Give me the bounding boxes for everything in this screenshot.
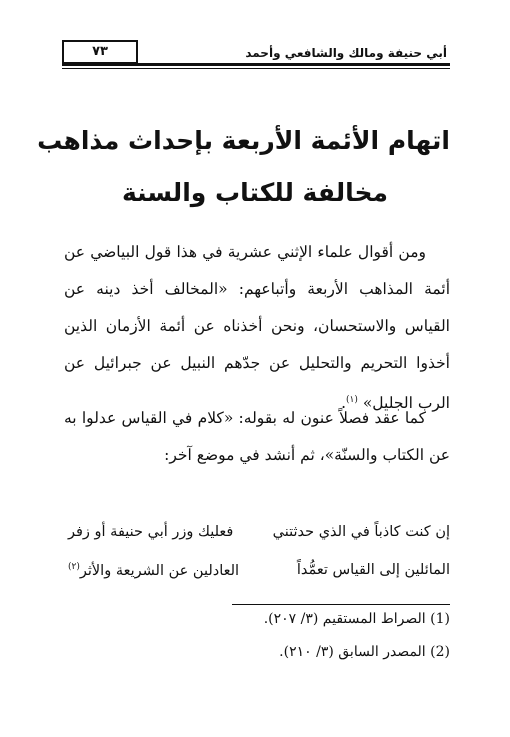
footnote-1: (1) الصراط المستقيم (٣/ ٢٠٧).	[263, 611, 450, 627]
page-number: ٧٣	[92, 44, 108, 59]
page-number-box	[62, 40, 138, 64]
poem-verse-2	[64, 562, 450, 592]
paragraph-1-end: .	[341, 394, 347, 412]
header-rule-thin	[62, 68, 450, 69]
chapter-heading-line-2: مخالفة للكتاب والسنة	[122, 178, 388, 207]
poem-verse-1	[64, 524, 450, 554]
chapter-heading-line-1: اتهام الأئمة الأربعة بإحداث مذاهب	[37, 126, 450, 155]
verse-2-first-hemistich: المائلين إلى القياس تعمُّداً	[296, 562, 450, 578]
verse-2-second-hemistich-wrap	[68, 562, 239, 579]
paragraph-2	[64, 400, 450, 474]
verse-1-first-hemistich: إن كنت كاذباً في الذي حدثتني	[272, 524, 450, 540]
running-header-title: أبي حنيفة ومالك والشافعي وأحمد	[245, 46, 447, 60]
footnote-ref-1: (١)	[346, 395, 358, 405]
verse-2-second-hemistich: العادلين عن الشريعة والأثر	[79, 563, 240, 579]
paragraph-2-text: كما عقد فصلاً عنون له بقوله: «كلام في القياس عدلوا به عن الكتاب والسنّة»، ثم أنشد في موضع آخر:	[64, 409, 450, 464]
verse-1-second-hemistich: فعليك وزر أبي حنيفة أو زفر	[68, 524, 234, 540]
footnote-separator	[232, 604, 450, 605]
paragraph-1-text: ومن أقوال علماء الإثني عشرية في هذا قول البياضي عن أئمة المذاهب الأربعة وأتباعهم: «المخالف أخذ دينه عن القياس والاستحسان، ونحن أخذناه عن أئمة الأزمان الذين أخذوا التحريم والتحليل عن جدّهم النبيل عن جبرائيل عن الرب الجليل»	[64, 243, 450, 412]
footnote-ref-2: (٢)	[68, 562, 80, 572]
paragraph-1	[64, 234, 450, 422]
header-rule	[62, 63, 450, 66]
footnote-2: (2) المصدر السابق (٣/ ٢١٠).	[279, 644, 450, 660]
